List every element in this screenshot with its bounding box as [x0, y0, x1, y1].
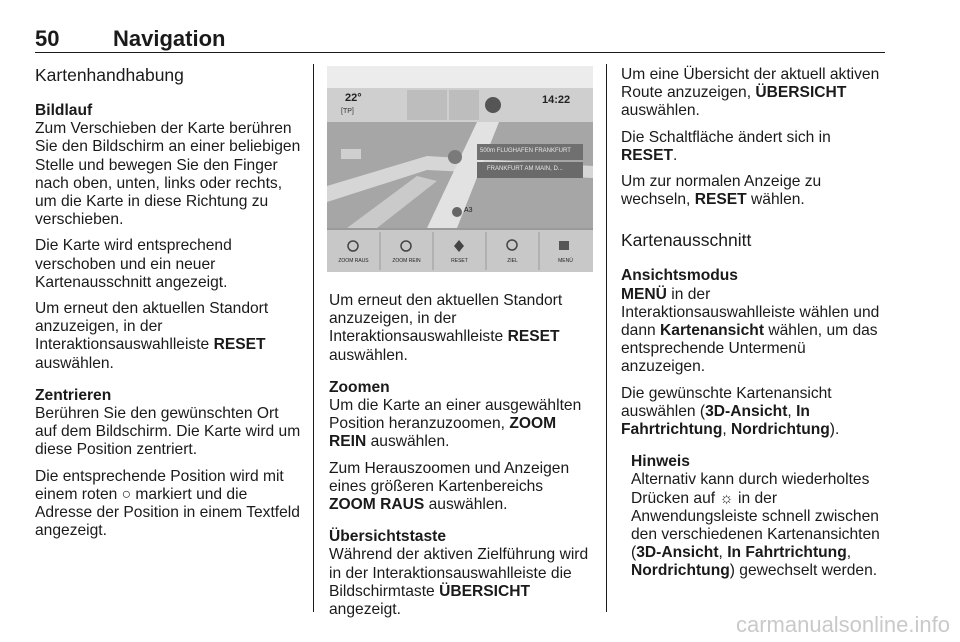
- section-heading: Kartenausschnitt: [621, 230, 752, 251]
- paragraph: MENÜ in der Interaktionsauswahlleiste wählen und dann Kartenansicht wählen, um das entsprechende Untermenü anzuzeigen.: [621, 285, 880, 376]
- page-number: 50: [35, 26, 60, 51]
- column-divider: [606, 64, 607, 612]
- paragraph: Zum Verschieben der Karte berühren Sie den Bildschirm an einer beliebigen Stelle und bewegen Sie den Finger nach oben, unten, links oder rechts, um die Karte in diese Richtung zu verschieben.: [35, 120, 301, 229]
- paragraph: Um erneut den aktuellen Standort anzuzeigen, in der Interaktionsauswahlleiste RESET auswählen.: [35, 300, 269, 372]
- paragraph: Während der aktiven Zielführung wird in der Interaktionsauswahlleiste die Bildschirmtaste ÜBERSICHT angezeigt.: [329, 546, 589, 619]
- paragraph: Die Schaltfläche ändert sich in RESET.: [621, 128, 831, 164]
- menu-icon: [559, 241, 569, 250]
- subsection-title: Ansichtsmodus: [621, 267, 738, 285]
- menu-button[interactable]: MENÜ: [558, 258, 573, 264]
- subsection-title: Zentrieren: [35, 386, 112, 404]
- paragraph: Die gewünschte Kartenansicht auswählen (3D-Ansicht, In Fahrtrichtung, Nordrichtung).: [621, 384, 840, 439]
- paragraph: Um eine Übersicht der aktuell aktiven Route anzuzeigen, ÜBERSICHT auswählen.: [621, 66, 880, 120]
- note-text: Alternativ kann durch wiederholtes Drücken auf ☼ in der Anwendungsleiste schnell zwischen den verschiedenen Kartenansichten (3D-Ansicht, In Fahrtrichtung, Nordrichtung) gewechselt werden.: [631, 471, 880, 580]
- map-marker-icon: [448, 150, 462, 164]
- subsection-title: Bildlauf: [35, 102, 93, 119]
- subsection-title: Übersichtstaste: [329, 528, 446, 546]
- route-destination: FRANKFURT AM MAIN, D...: [487, 166, 563, 172]
- temperature: 22°: [345, 92, 362, 104]
- paragraph: Um erneut den aktuellen Standort anzuzeigen, in der Interaktionsauswahlleiste RESET auswählen.: [329, 292, 563, 364]
- column-3: [621, 66, 887, 589]
- watermark: carmanualsonline.info: [735, 612, 950, 637]
- column-1: [35, 64, 303, 554]
- nav-icon-1: [407, 90, 447, 120]
- section-heading: Kartenhandhabung: [35, 65, 184, 85]
- clock: 14:22: [542, 94, 571, 106]
- zoom-in-button[interactable]: ZOOM REIN: [392, 258, 421, 264]
- note-title: Hinweis: [631, 453, 690, 471]
- road-marker-icon: [452, 207, 462, 217]
- column-divider: [313, 64, 314, 612]
- tp-indicator: [TP]: [341, 108, 354, 115]
- route-instruction: 500m FLUGHAFEN FRANKFURT: [480, 148, 571, 154]
- navigation-screenshot: [327, 66, 593, 272]
- destination-button[interactable]: ZIEL: [507, 258, 518, 264]
- paragraph: Die Karte wird entsprechend verschoben und ein neuer Kartenausschnitt angezeigt.: [35, 237, 232, 291]
- page-header: [35, 24, 885, 53]
- subsection-title: Zoomen: [329, 378, 390, 396]
- nav-icon-2: [449, 90, 479, 120]
- chapter-title: Navigation: [113, 26, 226, 51]
- paragraph: Um die Karte an einer ausgewählten Position heranzuzoomen, ZOOM REIN auswählen.: [329, 397, 582, 451]
- paragraph: Berühren Sie den gewünschten Ort auf dem Bildschirm. Die Karte wird um diese Position zentriert.: [35, 405, 301, 459]
- paragraph: Die entsprechende Position wird mit einem roten ○ markiert und die Adresse der Position in einem Textfeld angezeigt.: [35, 467, 300, 540]
- zoom-out-button[interactable]: ZOOM RAUS: [338, 258, 369, 264]
- paragraph: Zum Herauszoomen und Anzeigen eines größeren Kartenbereichs ZOOM RAUS auswählen.: [329, 459, 570, 514]
- nav-badge-icon: [485, 97, 501, 113]
- paragraph: Um zur normalen Anzeige zu wechseln, RESET wählen.: [621, 173, 822, 209]
- road-label: A3: [464, 207, 473, 214]
- note-box: [621, 453, 887, 580]
- column-2: [329, 292, 591, 633]
- reset-button[interactable]: RESET: [451, 258, 468, 264]
